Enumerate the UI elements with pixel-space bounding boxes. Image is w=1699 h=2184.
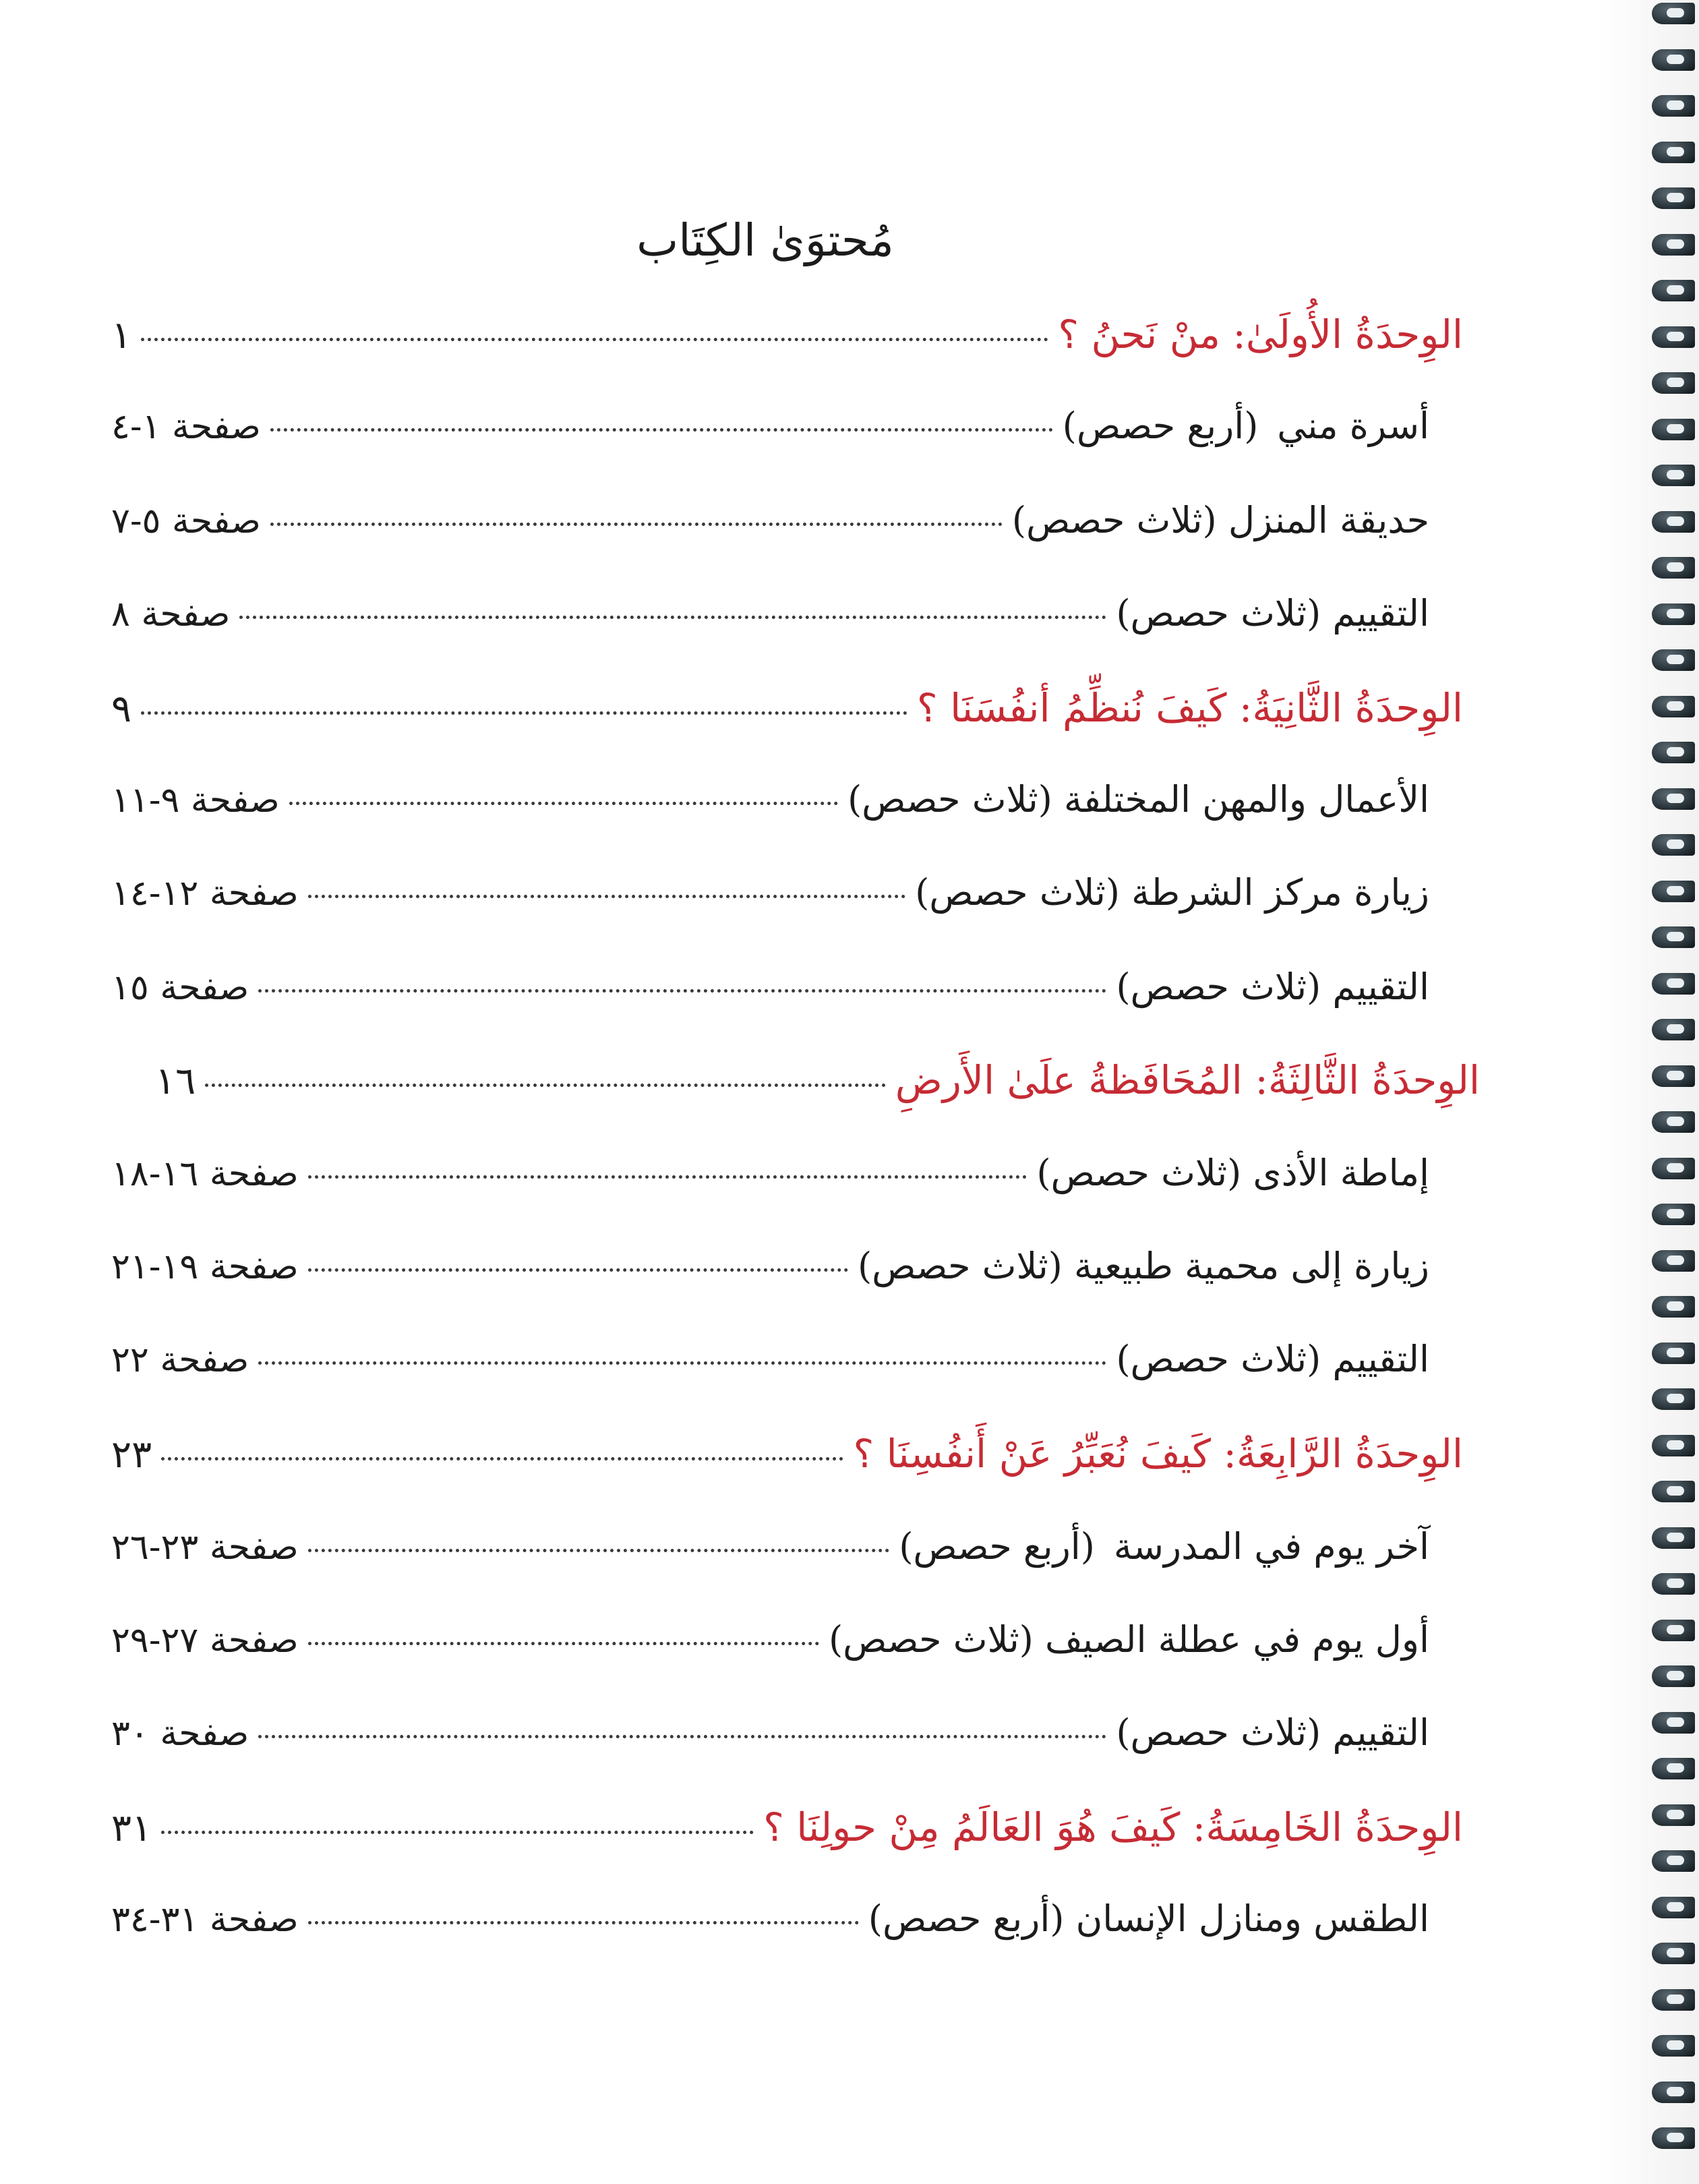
page-title: مُحتوَىٰ الكِتَاب (636, 214, 894, 266)
spiral-coil-hole (1667, 1717, 1684, 1727)
toc-entry-title: الوِحدَةُ الخَامِسَةُ: كَيفَ هُوَ العَالَمُ مِنْ حولِنَا ؟ (763, 1804, 1463, 1850)
spiral-coil (1652, 326, 1695, 355)
spiral-coil-hole (1667, 470, 1684, 479)
toc-entry-title: التقييم (ثلاث حصص) (1116, 966, 1429, 1008)
spiral-coil (1652, 557, 1695, 585)
toc-entry-page: صفحة ٢٣-٢٦ (111, 1527, 299, 1568)
spiral-coil-hole (1667, 1625, 1684, 1634)
spiral-coil (1652, 1204, 1695, 1232)
spiral-coil-hole (1667, 100, 1684, 110)
spiral-coil (1652, 187, 1695, 216)
leader-dots (270, 523, 1003, 526)
spiral-coil-hole (1667, 8, 1684, 18)
spiral-coil-hole (1667, 1948, 1684, 1957)
toc-lesson (111, 1338, 1429, 1380)
toc-entry-title: أول يوم في عطلة الصيف (ثلاث حصص) (829, 1618, 1429, 1661)
toc-entry-title: زيارة إلى محمية طبيعية (ثلاث حصص) (858, 1245, 1429, 1287)
spiral-coil-hole (1667, 1533, 1684, 1542)
toc-entry-page: صفحة ١٩-٢١ (111, 1247, 299, 1287)
spiral-coil-hole (1667, 1671, 1684, 1680)
toc-entry-title: آخر يوم في المدرسة(أربع حصص) (899, 1525, 1429, 1568)
toc-entry-page: ٣١ (111, 1806, 152, 1850)
toc-lesson (111, 1618, 1429, 1661)
spiral-coil (1652, 1758, 1695, 1786)
spiral-coil (1652, 1850, 1695, 1879)
spiral-coil-hole (1667, 1394, 1684, 1403)
toc-unit-4 (111, 1431, 1463, 1477)
spiral-coil (1652, 1250, 1695, 1278)
spiral-coil-hole (1667, 1763, 1684, 1773)
spiral-coil (1652, 834, 1695, 862)
toc-entry-title: زيارة مركز الشرطة (ثلاث حصص) (915, 871, 1429, 914)
toc-entry-page: صفحة ١-٤ (111, 407, 261, 447)
spiral-coil-hole (1667, 1440, 1684, 1450)
toc-entry-page: ١ (111, 314, 132, 357)
spiral-binding (1645, 0, 1699, 2184)
toc-entry-page: صفحة ٥-٧ (111, 501, 261, 541)
toc-entry-title: إماطة الأذى (ثلاث حصص) (1036, 1152, 1429, 1194)
leader-dots (239, 616, 1106, 619)
spiral-coil (1652, 142, 1695, 170)
toc-entry-page: صفحة ٣٠ (111, 1713, 249, 1754)
spiral-coil (1652, 696, 1695, 724)
toc-entry-page: صفحة ٢٢ (111, 1340, 249, 1380)
toc-entry-page: صفحة ٣١-٣٤ (111, 1899, 299, 1940)
leader-dots (141, 338, 1048, 341)
toc-unit-1 (111, 312, 1463, 357)
spiral-coil (1652, 1989, 1695, 2017)
toc-entry-title: التقييم (ثلاث حصص) (1116, 592, 1429, 634)
leader-dots (308, 1642, 819, 1645)
toc-entry-page: صفحة ٢٧-٢٩ (111, 1620, 299, 1661)
spiral-coil-hole (1667, 609, 1684, 618)
leader-dots (258, 989, 1106, 993)
spiral-coil (1652, 1019, 1695, 1047)
spiral-coil-hole (1667, 1071, 1684, 1080)
toc-entry-page: صفحة ١٥ (111, 968, 249, 1008)
spiral-coil (1652, 1481, 1695, 1509)
spiral-coil-hole (1667, 147, 1684, 156)
spiral-coil (1652, 511, 1695, 539)
spiral-coil (1652, 465, 1695, 493)
spiral-coil (1652, 95, 1695, 123)
spiral-coil (1652, 1573, 1695, 1601)
leader-dots (308, 1921, 859, 1924)
spiral-coil (1652, 1527, 1695, 1556)
toc-entry-title: الوِحدَةُ الثَّالِثَةُ: المُحَافَظةُ علَىٰ الأَرضِ (895, 1057, 1480, 1103)
spiral-coil-hole (1667, 1163, 1684, 1173)
spiral-coil (1652, 1342, 1695, 1371)
spiral-coil (1652, 788, 1695, 817)
toc-unit-5 (111, 1804, 1463, 1850)
leader-dots (289, 802, 838, 805)
leader-dots (308, 1268, 848, 1272)
spiral-coil (1652, 1065, 1695, 1094)
spiral-coil (1652, 742, 1695, 770)
leader-dots (258, 1735, 1106, 1738)
spiral-coil (1652, 2127, 1695, 2156)
toc-lesson (111, 1711, 1429, 1754)
spiral-coil (1652, 2082, 1695, 2110)
spiral-coil (1652, 926, 1695, 955)
spiral-coil-hole (1667, 1256, 1684, 1265)
spiral-coil (1652, 1296, 1695, 1324)
spiral-coil-hole (1667, 886, 1684, 895)
spiral-coil (1652, 419, 1695, 447)
spiral-coil-hole (1667, 794, 1684, 803)
spiral-coil (1652, 1665, 1695, 1694)
spiral-coil (1652, 372, 1695, 401)
toc-unit-2 (111, 685, 1463, 731)
spiral-coil-hole (1667, 1348, 1684, 1357)
spiral-coil (1652, 1897, 1695, 1925)
spiral-coil (1652, 1111, 1695, 1140)
toc-entry-page: صفحة ١٦-١٨ (111, 1154, 299, 1194)
leader-dots (205, 1084, 886, 1087)
spiral-coil-hole (1667, 655, 1684, 664)
toc-lesson (111, 1897, 1429, 1940)
spiral-coil-hole (1667, 1301, 1684, 1311)
spiral-coil-hole (1667, 193, 1684, 202)
toc-entry-title: الطقس ومنازل الإنسان (أربع حصص) (868, 1897, 1429, 1940)
toc-lesson (111, 499, 1429, 541)
spiral-coil-hole (1667, 1995, 1684, 2004)
toc-lesson (111, 1245, 1429, 1287)
spiral-coil (1652, 603, 1695, 632)
leader-dots (270, 428, 1053, 432)
spiral-coil-hole (1667, 978, 1684, 988)
toc-lesson (111, 1152, 1429, 1194)
spiral-coil (1652, 973, 1695, 1001)
spiral-coil (1652, 1158, 1695, 1186)
toc-entry-page: صفحة ٨ (111, 594, 231, 634)
spiral-coil (1652, 881, 1695, 909)
spiral-coil (1652, 280, 1695, 308)
leader-dots (258, 1361, 1106, 1365)
spiral-coil-hole (1667, 1856, 1684, 1865)
spiral-coil-hole (1667, 239, 1684, 249)
spiral-coil-hole (1667, 2133, 1684, 2142)
spiral-coil-hole (1667, 1209, 1684, 1218)
toc-lesson (111, 1525, 1429, 1568)
leader-dots (308, 1175, 1027, 1179)
spiral-coil-hole (1667, 517, 1684, 526)
spiral-coil (1652, 1388, 1695, 1417)
spiral-coil-hole (1667, 2087, 1684, 2096)
spiral-coil-hole (1667, 378, 1684, 387)
spiral-coil (1652, 49, 1695, 78)
spiral-coil-hole (1667, 2040, 1684, 2050)
leader-dots (308, 1549, 890, 1552)
toc-entry-title: الوِحدَةُ الرَّابِعَةُ: كَيفَ نُعَبِّرُ عَنْ أَنفُسِنَا ؟ (853, 1431, 1463, 1477)
spiral-coil-hole (1667, 701, 1684, 711)
spiral-coil-hole (1667, 1486, 1684, 1496)
spiral-coil-hole (1667, 562, 1684, 572)
toc-entry-page: ١٦ (155, 1059, 196, 1103)
spiral-coil (1652, 649, 1695, 678)
spiral-coil-hole (1667, 747, 1684, 757)
toc-lesson (111, 592, 1429, 634)
toc-lesson (111, 778, 1429, 821)
spiral-coil-hole (1667, 424, 1684, 434)
spiral-coil (1652, 1712, 1695, 1740)
toc-entry-page: صفحة ١٢-١٤ (111, 873, 299, 914)
spiral-coil-hole (1667, 1810, 1684, 1819)
spiral-coil (1652, 2035, 1695, 2063)
spiral-coil-hole (1667, 839, 1684, 849)
toc-entry-title: الوِحدَةُ الثَّانِيَةُ: كَيفَ نُنظِّمُ أنفُسَنَا ؟ (916, 685, 1463, 731)
toc-entry-page: ٢٣ (111, 1433, 152, 1477)
toc-entry-page: ٩ (111, 687, 132, 731)
spiral-coil (1652, 1435, 1695, 1463)
spiral-coil-hole (1667, 285, 1684, 295)
leader-dots (308, 895, 906, 898)
spiral-coil-hole (1667, 1117, 1684, 1126)
spiral-coil-hole (1667, 932, 1684, 941)
toc-entry-title: الأعمال والمهن المختلفة (ثلاث حصص) (847, 778, 1429, 821)
toc-entry-title: التقييم (ثلاث حصص) (1116, 1711, 1429, 1754)
toc-unit-3 (155, 1057, 1480, 1103)
spiral-coil-hole (1667, 1902, 1684, 1912)
toc-lesson (111, 871, 1429, 914)
spiral-coil-hole (1667, 1024, 1684, 1034)
spiral-coil (1652, 234, 1695, 262)
spiral-coil (1652, 3, 1695, 31)
spiral-coil (1652, 1804, 1695, 1833)
spiral-coil-hole (1667, 55, 1684, 64)
spiral-coil (1652, 1943, 1695, 1971)
leader-dots (161, 1831, 754, 1834)
toc-entry-title: حديقة المنزل (ثلاث حصص) (1011, 499, 1429, 541)
toc-entry-title: أسرة مني(أربع حصص) (1062, 405, 1429, 447)
spiral-coil-hole (1667, 332, 1684, 341)
leader-dots (141, 711, 907, 715)
toc-lesson (111, 966, 1429, 1008)
spiral-coil (1652, 1620, 1695, 1648)
toc-entry-title: الوِحدَةُ الأُولَىٰ: منْ نَحنُ ؟ (1058, 312, 1463, 357)
spiral-coil-hole (1667, 1578, 1684, 1588)
toc-entry-page: صفحة ٩-١١ (111, 780, 280, 821)
toc-entry-title: التقييم (ثلاث حصص) (1116, 1338, 1429, 1380)
toc-lesson (111, 405, 1429, 447)
leader-dots (161, 1457, 843, 1460)
